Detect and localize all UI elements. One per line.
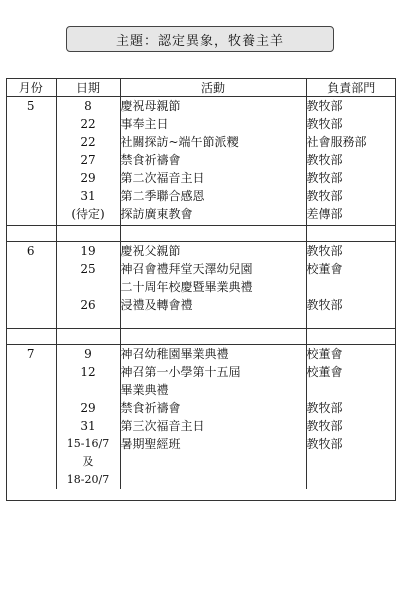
dept-item: 教牧部 — [306, 189, 343, 203]
schedule-table — [6, 78, 396, 489]
date-item: (待定) — [71, 207, 105, 221]
activity-item: 社關探訪~端午節派糭 — [120, 135, 239, 149]
dept-item — [307, 278, 397, 296]
dept-item — [307, 381, 397, 399]
activity-item: 第二次福音主日 — [120, 171, 205, 185]
date-item: 15-16/7 — [66, 437, 110, 450]
activity-item: 探訪廣東教會 — [120, 207, 193, 221]
activity-item: 二十周年校慶暨畢業典禮 — [120, 280, 253, 294]
table-header-row — [6, 79, 396, 97]
page-title-text: 主題：認定異象，牧養主羊 — [115, 33, 284, 49]
activity-cell — [120, 97, 306, 226]
dept-cell — [306, 345, 396, 490]
header-activity: 活動 — [120, 79, 306, 97]
date-item: 29 — [80, 171, 96, 185]
page-title — [66, 26, 334, 52]
table-border-bottom — [6, 500, 396, 501]
activity-item: 第二季聯合感恩 — [120, 189, 205, 203]
month-label: 7 — [26, 347, 35, 361]
date-cell — [56, 345, 120, 490]
date-item: 25 — [80, 262, 96, 276]
month-label: 6 — [26, 244, 35, 258]
dept-item: 教牧部 — [306, 171, 343, 185]
activity-item: 浸禮及轉會禮 — [120, 298, 193, 312]
date-item: 31 — [80, 189, 96, 203]
activity-item: 禁食祈禱會 — [120, 153, 181, 167]
header-month: 月份 — [6, 79, 56, 97]
activity-item: 禁食祈禱會 — [120, 401, 181, 415]
activity-cell — [120, 242, 306, 329]
date-cell — [56, 97, 120, 226]
date-item: 18-20/7 — [66, 473, 110, 486]
activity-item: 神召第一小學第十五屆 — [120, 365, 241, 379]
activity-item: 畢業典禮 — [120, 383, 169, 397]
date-item: 26 — [80, 298, 96, 312]
dept-item: 教牧部 — [306, 99, 343, 113]
date-item — [57, 278, 120, 296]
header-date: 日期 — [56, 79, 120, 97]
activity-item — [121, 471, 306, 489]
month-cell — [6, 242, 56, 329]
dept-item: 校董會 — [306, 365, 343, 379]
dept-cell — [306, 242, 396, 329]
date-item: 8 — [84, 99, 92, 113]
month-block-july — [6, 345, 396, 490]
month-label: 5 — [26, 99, 35, 113]
dept-item: 教牧部 — [306, 437, 343, 451]
dept-item: 校董會 — [306, 262, 343, 276]
month-cell — [6, 345, 56, 490]
activity-cell — [120, 345, 306, 490]
activity-item: 神召幼稚園畢業典禮 — [120, 347, 229, 361]
activity-item: 慶祝父親節 — [120, 244, 181, 258]
date-item: 31 — [80, 419, 96, 433]
date-item: 9 — [84, 347, 92, 361]
header-dept: 負責部門 — [306, 79, 396, 97]
dept-item: 教牧部 — [306, 298, 343, 312]
date-item: 29 — [80, 401, 96, 415]
date-item: 27 — [80, 153, 96, 167]
dept-cell — [306, 97, 396, 226]
activity-item — [121, 453, 306, 471]
activity-item: 暑期聖經班 — [120, 437, 181, 451]
date-item: 22 — [80, 135, 96, 149]
activity-item: 事奉主日 — [120, 117, 169, 131]
date-item — [57, 381, 120, 399]
date-item: 19 — [80, 244, 96, 258]
dept-item: 社會服務部 — [306, 135, 367, 149]
date-item: 及 — [82, 455, 94, 468]
activity-item: 第三次福音主日 — [120, 419, 205, 433]
dept-item — [307, 453, 397, 471]
month-block-may — [6, 97, 396, 226]
date-item: 12 — [80, 365, 96, 379]
activity-item: 神召會禮拜堂天澤幼兒園 — [120, 262, 253, 276]
activity-item: 慶祝母親節 — [120, 99, 181, 113]
dept-item: 教牧部 — [306, 419, 343, 433]
dept-item — [307, 471, 397, 489]
dept-item: 教牧部 — [306, 153, 343, 167]
date-cell — [56, 242, 120, 329]
separator-row — [6, 329, 396, 345]
dept-item: 教牧部 — [306, 401, 343, 415]
dept-item: 教牧部 — [306, 244, 343, 258]
date-item: 22 — [80, 117, 96, 131]
month-cell — [6, 97, 56, 226]
month-block-june — [6, 242, 396, 329]
dept-item: 校董會 — [306, 347, 343, 361]
dept-item: 差傳部 — [306, 207, 343, 221]
separator-row — [6, 226, 396, 242]
dept-item: 教牧部 — [306, 117, 343, 131]
